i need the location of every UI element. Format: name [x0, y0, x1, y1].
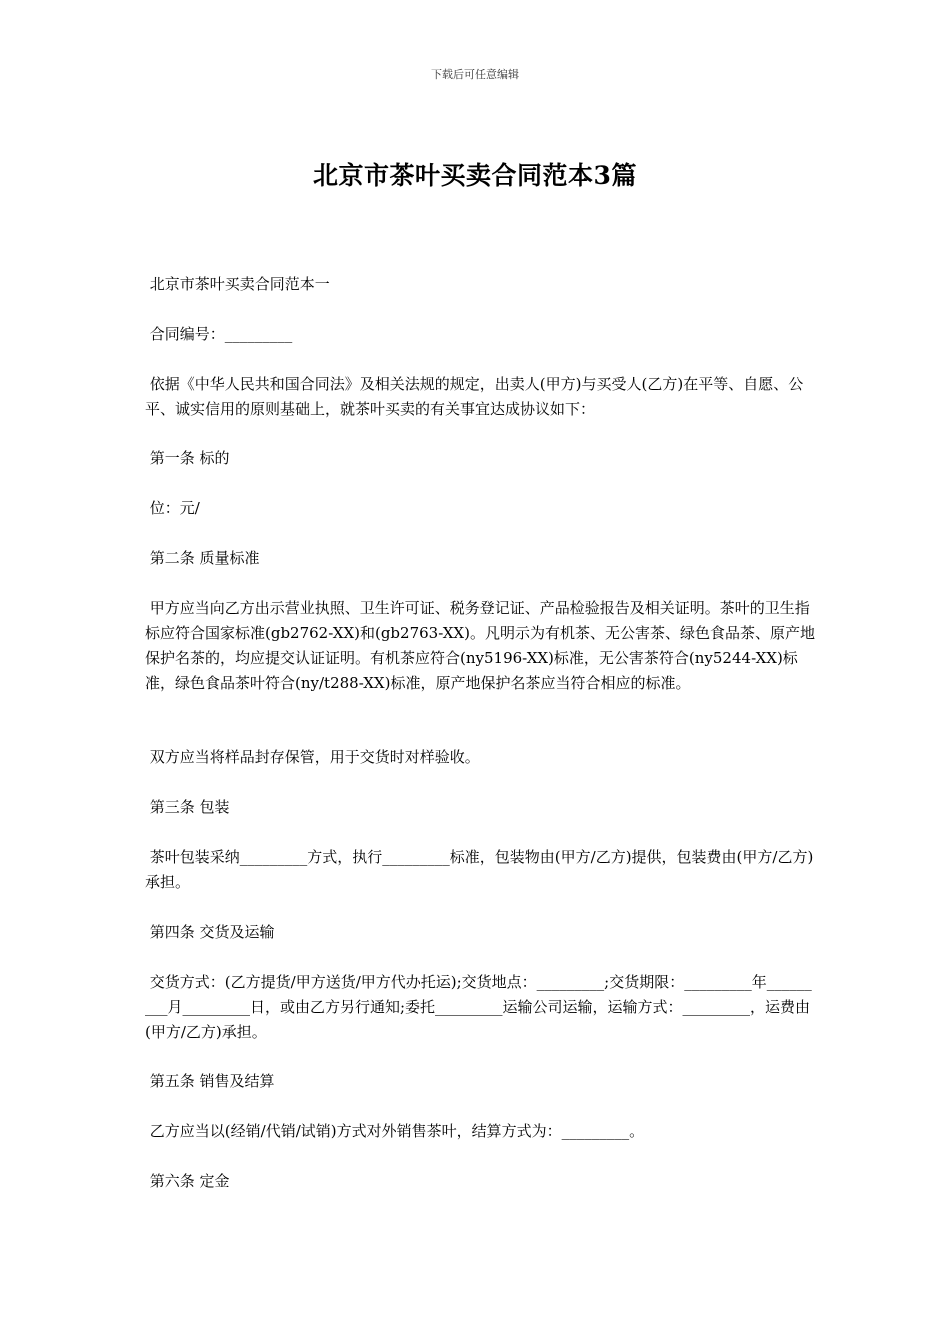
article-1-unit-line: 位：元/: [145, 499, 200, 517]
article-2-sample-paragraph: 双方应当将样品封存保管，用于交货时对样验收。: [145, 748, 480, 766]
preamble-paragraph: 依据《中华人民共和国合同法》及相关法规的规定，出卖人(甲方)与买受人(乙方)在平等、自愿、公平、诚实信用的原则基础上，就茶叶买卖的有关事宜达成协议如下：: [145, 375, 804, 418]
article-2-quality-paragraph: 甲方应当向乙方出示营业执照、卫生许可证、税务登记证、产品检验报告及相关证明。茶叶的卫生指标应符合国家标准(gb2762-XX)和(gb2763-XX)。凡明示为有机茶、无公害茶、绿色食品茶、原产地保护名茶的，均应提交认证证明。有机茶应符合(ny5196-XX)标准，无公害茶符合(ny5244-XX)标准，绿色食品茶叶符合(ny/t288-XX)标准，原产地保护名茶应当符合相应的标准。: [145, 599, 815, 692]
article-4-delivery-paragraph: 交货方式：(乙方提货/甲方送货/甲方代办托运);交货地点：_________;交货期限：_________年_________月_________日，或由乙方另行通知;委托_________运输公司运输，运输方式：_________，运费由(甲方/乙方)承担。: [145, 973, 812, 1041]
article-1-heading: 第一条 标的: [145, 449, 230, 467]
article-2-heading: 第二条 质量标准: [145, 549, 260, 567]
article-5-heading: 第五条 销售及结算: [145, 1072, 275, 1090]
article-6-heading: 第六条 定金: [145, 1172, 230, 1190]
article-4-heading: 第四条 交货及运输: [145, 923, 275, 941]
article-5-sales-paragraph: 乙方应当以(经销/代销/试销)方式对外销售茶叶，结算方式为：_________。: [145, 1122, 645, 1140]
contract-subtitle: 北京市茶叶买卖合同范本一: [145, 275, 330, 293]
article-3-heading: 第三条 包装: [145, 798, 230, 816]
page-header-note: 下载后可任意编辑: [431, 68, 519, 81]
article-3-packaging-paragraph: 茶叶包装采纳_________方式，执行_________标准，包装物由(甲方/乙方)提供，包装费由(甲方/乙方)承担。: [145, 848, 814, 891]
contract-number: 合同编号：_________: [145, 325, 293, 343]
document-title: 北京市茶叶买卖合同范本3篇: [313, 161, 637, 190]
